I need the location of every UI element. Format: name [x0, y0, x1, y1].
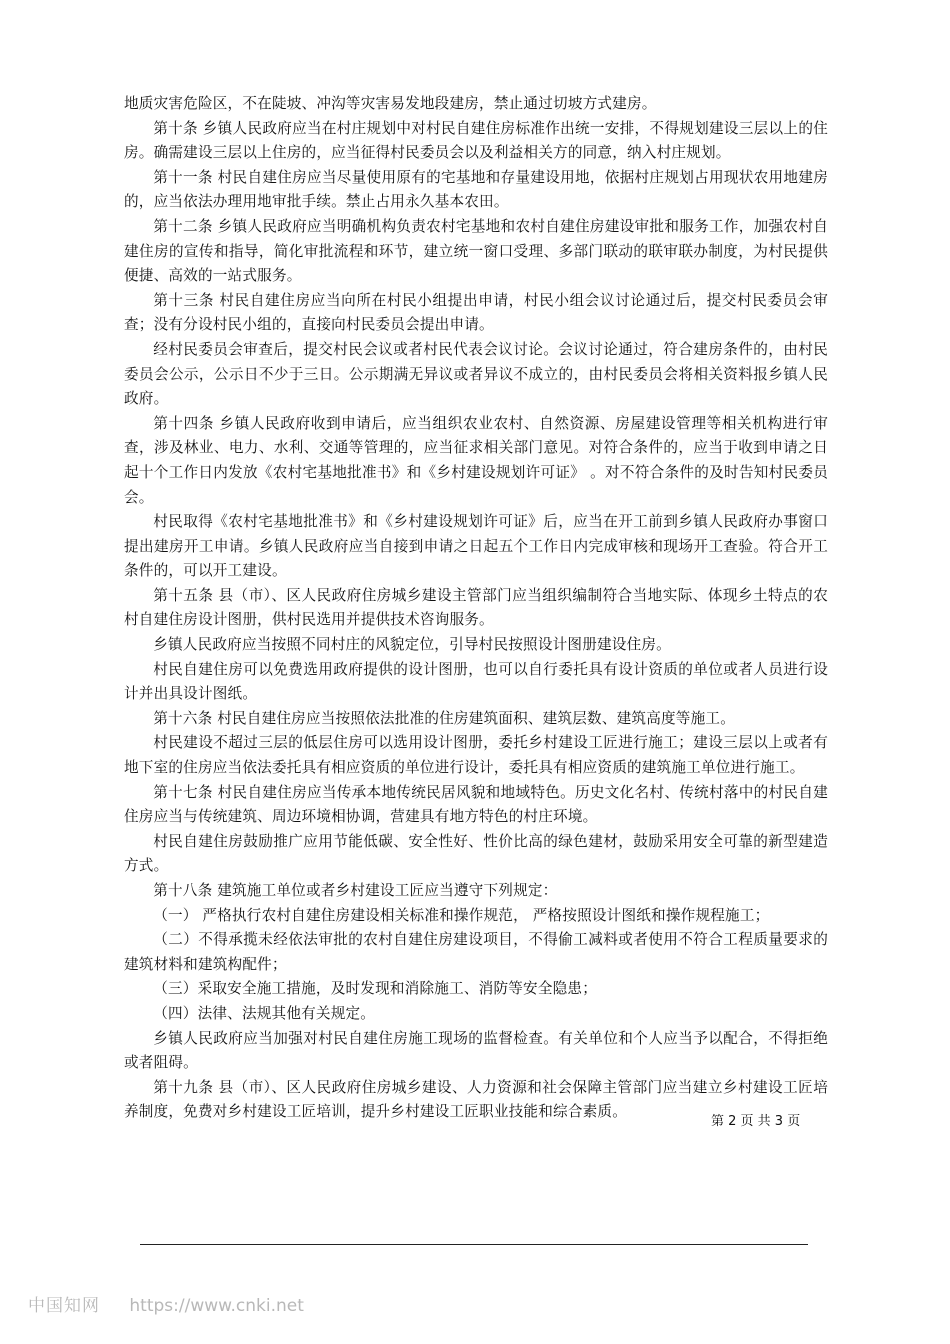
paragraph-article-13: 第十三条 村民自建住房应当向所在村民小组提出申请，村民小组会议讨论通过后，提交村民委员会审查；没有分设村民小组的，直接向村民委员会提出申请。: [124, 291, 828, 334]
paragraph: 乡镇人民政府应当加强对村民自建住房施工现场的监督检查。有关单位和个人应当予以配合，不得拒绝或者阻碍。: [124, 1029, 828, 1072]
list-item: （二）不得承揽未经依法审批的农村自建住房建设项目，不得偷工减料或者使用不符合工程质量要求的建筑材料和建筑构配件；: [124, 931, 828, 973]
paragraph: 村民取得《农村宅基地批准书》和《乡村建设规划许可证》后，应当在开工前到乡镇人民政府办事窗口提出建房开工申请。乡镇人民政府应当自接到申请之日起五个工作日内完成审核和现场开工查验。符合开工条件的，可以开工建设。: [124, 513, 828, 580]
watermark-url: https://www.cnki.net: [129, 1296, 304, 1316]
paragraph-article-12: 第十二条 乡镇人民政府应当明确机构负责农村宅基地和农村自建住房建设审批和服务工作，加强农村自建住房的宣传和指导，简化审批流程和环节，建立统一窗口受理、多部门联动的联审联办制度，为村民提供便捷、高效的一站式服务。: [124, 217, 828, 285]
list-item: （一） 严格执行农村自建住房建设相关标准和操作规范， 严格按照设计图纸和操作规程施工；: [153, 906, 770, 924]
footer-divider: [140, 1244, 808, 1245]
list-item: （四）法律、法规其他有关规定。: [153, 1004, 376, 1022]
paragraph: 村民自建住房鼓励推广应用节能低碳、安全性好、性价比高的绿色建材，鼓励采用安全可靠的新型建造方式。: [124, 832, 828, 875]
paragraph: 村民建设不超过三层的低层住房可以选用设计图册，委托乡村建设工匠进行施工；建设三层以上或者有地下室的住房应当依法委托具有相应资质的单位进行设计，委托具有相应资质的建筑施工单位进行施工。: [124, 734, 828, 777]
paragraph-article-11: 第十一条 村民自建住房应当尽量使用原有的宅基地和存量建设用地，依据村庄规划占用现状农用地建房的，应当依法办理用地审批手续。禁止占用永久基本农田。: [124, 168, 828, 211]
watermark: [28, 1294, 304, 1318]
page-number: 第 2 页 共 3 页: [711, 1114, 801, 1129]
paragraph-article-16: 第十六条 村民自建住房应当按照依法批准的住房建筑面积、建筑层数、建筑高度等施工。: [153, 709, 735, 727]
paragraph-article-18: 第十八条 建筑施工单位或者乡村建设工匠应当遵守下列规定：: [153, 882, 558, 899]
paragraph-article-15: 第十五条 县（市）、区人民政府住房城乡建设主管部门应当组织编制符合当地实际、体现乡土特点的农村自建住房设计图册，供村民选用并提供技术咨询服务。: [124, 586, 828, 629]
list-item: （三）采取安全施工措施，及时发现和消除施工、消防等安全隐患；: [153, 980, 598, 998]
document-body: [124, 92, 828, 1125]
watermark-brand: 中国知网: [28, 1296, 100, 1316]
paragraph: 乡镇人民政府应当按照不同村庄的风貌定位，引导村民按照设计图册建设住房。: [153, 636, 671, 654]
paragraph-article-14: 第十四条 乡镇人民政府收到申请后，应当组织农业农村、自然资源、房屋建设管理等相关机构进行审查，涉及林业、电力、水利、交通等管理的，应当征求相关部门意见。对符合条件的，应当于收到申请之日起十个工作日内发放《农村宅基地批准书》和《乡村建设规划许可证》 。对不符合条件的及时告知村民委员会。: [124, 414, 828, 506]
paragraph-article-19: 第十九条 县（市）、区人民政府住房城乡建设、人力资源和社会保障主管部门应当建立乡村建设工匠培养制度，免费对乡村建设工匠培训，提升乡村建设工匠职业技能和综合素质。: [124, 1078, 828, 1121]
paragraph: 地质灾害危险区，不在陡坡、冲沟等灾害易发地段建房，禁止通过切坡方式建房。: [124, 95, 657, 112]
paragraph-article-10: 第十条 乡镇人民政府应当在村庄规划中对村民自建住房标准作出统一安排，不得规划建设三层以上的住房。确需建设三层以上住房的，应当征得村民委员会以及利益相关方的同意，纳入村庄规划。: [124, 119, 828, 162]
paragraph-article-17: 第十七条 村民自建住房应当传承本地传统民居风貌和地域特色。历史文化名村、传统村落中的村民自建住房应当与传统建筑、周边环境相协调，营建具有地方特色的村庄环境。: [124, 783, 828, 826]
paragraph: 经村民委员会审查后，提交村民会议或者村民代表会议讨论。会议讨论通过，符合建房条件的，由村民委员会公示，公示日不少于三日。公示期满无异议或者异议不成立的，由村民委员会将相关资料报乡镇人民政府。: [124, 340, 828, 408]
paragraph: 村民自建住房可以免费选用政府提供的设计图册，也可以自行委托具有设计资质的单位或者人员进行设计并出具设计图纸。: [124, 660, 828, 703]
